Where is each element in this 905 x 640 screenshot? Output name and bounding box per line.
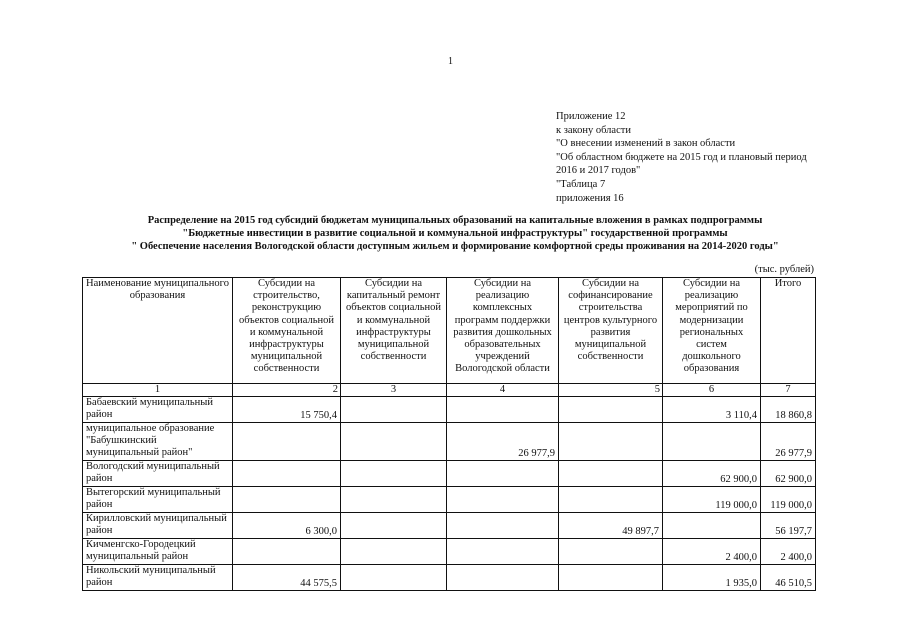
municipality-name: Кирилловский муниципальный район bbox=[83, 513, 233, 539]
municipality-name: Кичменгско-Городецкий муниципальный район bbox=[83, 539, 233, 565]
value-cell bbox=[447, 461, 559, 487]
value-cell: 49 897,7 bbox=[559, 513, 663, 539]
column-header: Субсидии на реализацию комплексных программ поддержки развития дошкольных образовательных учреждений Вологодской области bbox=[447, 278, 559, 384]
value-cell bbox=[341, 397, 447, 423]
column-header: Субсидии на реализацию мероприятий по модернизации региональных систем дошкольного образования bbox=[663, 278, 761, 384]
appendix-line: "Об областном бюджете на 2015 год и плановый период bbox=[556, 151, 807, 163]
column-header: Субсидии на софинансирование строительства центров культурного развития муниципальной собственности bbox=[559, 278, 663, 384]
value-cell: 119 000,0 bbox=[663, 487, 761, 513]
value-cell bbox=[447, 565, 559, 591]
appendix-line: "О внесении изменений в закон области bbox=[556, 138, 736, 150]
value-cell bbox=[559, 397, 663, 423]
table-row bbox=[83, 513, 816, 539]
value-cell: 62 900,0 bbox=[663, 461, 761, 487]
total-cell: 2 400,0 bbox=[761, 539, 816, 565]
title-line: Распределение на 2015 год субсидий бюджетам муниципальных образований на капитальные вложения в рамках подпрограммы bbox=[147, 215, 763, 226]
value-cell bbox=[341, 565, 447, 591]
appendix-line: приложения 16 bbox=[556, 192, 624, 204]
page-number: 1 bbox=[448, 56, 453, 67]
table-row bbox=[83, 423, 816, 461]
column-number: 7 bbox=[761, 384, 816, 397]
column-header: Субсидии на строительство, реконструкцию объектов социальной и коммунальной инфраструктуры муниципальной собственности bbox=[233, 278, 341, 384]
value-cell bbox=[663, 513, 761, 539]
column-number: 5 bbox=[559, 384, 663, 397]
total-cell: 119 000,0 bbox=[761, 487, 816, 513]
value-cell: 3 110,4 bbox=[663, 397, 761, 423]
column-number-row bbox=[83, 384, 816, 397]
title-line: "Бюджетные инвестиции в развитие социальной и коммунальной инфраструктуры" государственной программы bbox=[182, 228, 728, 239]
value-cell bbox=[233, 461, 341, 487]
value-cell bbox=[341, 487, 447, 513]
value-cell bbox=[341, 513, 447, 539]
value-cell bbox=[559, 539, 663, 565]
municipality-name: Вытегорский муниципальный район bbox=[83, 487, 233, 513]
total-cell: 18 860,8 bbox=[761, 397, 816, 423]
appendix-line: "Таблица 7 bbox=[556, 178, 606, 190]
value-cell bbox=[559, 487, 663, 513]
value-cell bbox=[559, 565, 663, 591]
value-cell bbox=[447, 397, 559, 423]
municipality-name: Вологодский муниципальный район bbox=[83, 461, 233, 487]
column-number: 4 bbox=[447, 384, 559, 397]
value-cell: 1 935,0 bbox=[663, 565, 761, 591]
value-cell bbox=[559, 423, 663, 461]
value-cell bbox=[341, 423, 447, 461]
column-number: 3 bbox=[341, 384, 447, 397]
table-row bbox=[83, 487, 816, 513]
appendix-line: к закону области bbox=[556, 124, 631, 136]
municipality-name: Бабаевский муниципальный район bbox=[83, 397, 233, 423]
value-cell bbox=[341, 461, 447, 487]
value-cell: 44 575,5 bbox=[233, 565, 341, 591]
column-number: 2 bbox=[233, 384, 341, 397]
total-cell: 26 977,9 bbox=[761, 423, 816, 461]
document-title bbox=[70, 214, 840, 253]
total-cell: 56 197,7 bbox=[761, 513, 816, 539]
value-cell bbox=[447, 487, 559, 513]
column-number: 1 bbox=[83, 384, 233, 397]
value-cell bbox=[663, 423, 761, 461]
units-label: (тыс. рублей) bbox=[754, 264, 814, 275]
municipality-name: муниципальное образование "Бабушкинский муниципальный район" bbox=[83, 423, 233, 461]
table-row bbox=[83, 461, 816, 487]
value-cell bbox=[233, 539, 341, 565]
value-cell bbox=[447, 539, 559, 565]
table-row bbox=[83, 397, 816, 423]
column-header: Наименование муниципального образования bbox=[83, 278, 233, 384]
value-cell: 26 977,9 bbox=[447, 423, 559, 461]
value-cell: 15 750,4 bbox=[233, 397, 341, 423]
appendix-line: Приложение 12 bbox=[556, 111, 626, 122]
column-header: Субсидии на капитальный ремонт объектов социальной и коммунальной инфраструктуры муниципальной собственности bbox=[341, 278, 447, 384]
table-row bbox=[83, 565, 816, 591]
column-header: Итого bbox=[761, 278, 816, 384]
municipality-name: Никольский муниципальный район bbox=[83, 565, 233, 591]
total-cell: 46 510,5 bbox=[761, 565, 816, 591]
value-cell: 6 300,0 bbox=[233, 513, 341, 539]
appendix-header bbox=[556, 110, 856, 205]
value-cell: 2 400,0 bbox=[663, 539, 761, 565]
table-row bbox=[83, 539, 816, 565]
column-number: 6 bbox=[663, 384, 761, 397]
subsidy-table bbox=[82, 277, 816, 591]
value-cell bbox=[559, 461, 663, 487]
value-cell bbox=[233, 423, 341, 461]
value-cell bbox=[341, 539, 447, 565]
total-cell: 62 900,0 bbox=[761, 461, 816, 487]
title-line: " Обеспечение населения Вологодской области доступным жильем и формирование комфортной среды проживания на 2014-2020 годы" bbox=[131, 241, 779, 252]
value-cell bbox=[233, 487, 341, 513]
header-row bbox=[83, 278, 816, 384]
appendix-line: 2016 и 2017 годов" bbox=[556, 165, 641, 177]
value-cell bbox=[447, 513, 559, 539]
